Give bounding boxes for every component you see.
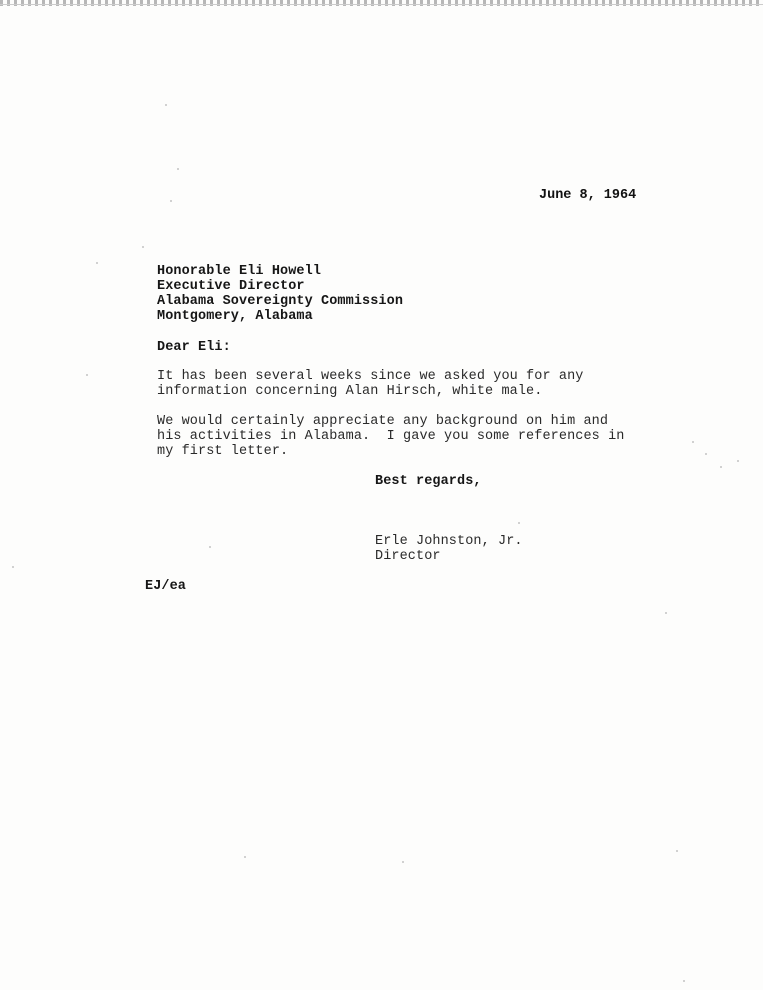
scan-speck <box>737 460 739 462</box>
signer-name: Erle Johnston, Jr. <box>375 534 523 549</box>
scan-speck <box>665 612 667 614</box>
scan-speck <box>720 466 722 468</box>
scan-speck <box>12 566 14 568</box>
closing: Best regards, <box>375 474 482 489</box>
scan-speck <box>86 374 88 376</box>
scan-speck <box>209 546 211 548</box>
paragraph-2-line-1: We would certainly appreciate any background on him and <box>157 414 609 429</box>
signer-title: Director <box>375 549 441 564</box>
scan-speck <box>705 453 707 455</box>
scan-speck <box>692 441 694 443</box>
scan-speck <box>518 522 520 524</box>
paragraph-2-line-2: his activities in Alabama. I gave you some references in <box>157 429 625 444</box>
scan-speck <box>170 200 172 202</box>
page-top-edge <box>0 0 763 6</box>
scan-speck <box>177 168 179 170</box>
typist-initials: EJ/ea <box>145 579 187 594</box>
paragraph-2-line-3: my first letter. <box>157 444 289 459</box>
scan-speck <box>244 856 246 858</box>
scan-speck <box>402 861 404 863</box>
recipient-location: Montgomery, Alabama <box>157 309 313 324</box>
scan-speck <box>676 850 678 852</box>
scan-speck <box>165 104 167 106</box>
paragraph-1-line-1: It has been several weeks since we asked you for any <box>157 369 584 384</box>
salutation: Dear Eli: <box>157 340 231 355</box>
recipient-organization: Alabama Sovereignty Commission <box>157 294 404 309</box>
scan-speck <box>96 262 98 264</box>
scan-speck <box>142 246 144 248</box>
scan-speck <box>683 980 685 982</box>
recipient-title: Executive Director <box>157 279 305 294</box>
recipient-name: Honorable Eli Howell <box>157 264 322 279</box>
letter-date: June 8, 1964 <box>539 188 637 203</box>
paragraph-1-line-2: information concerning Alan Hirsch, white male. <box>157 384 543 399</box>
